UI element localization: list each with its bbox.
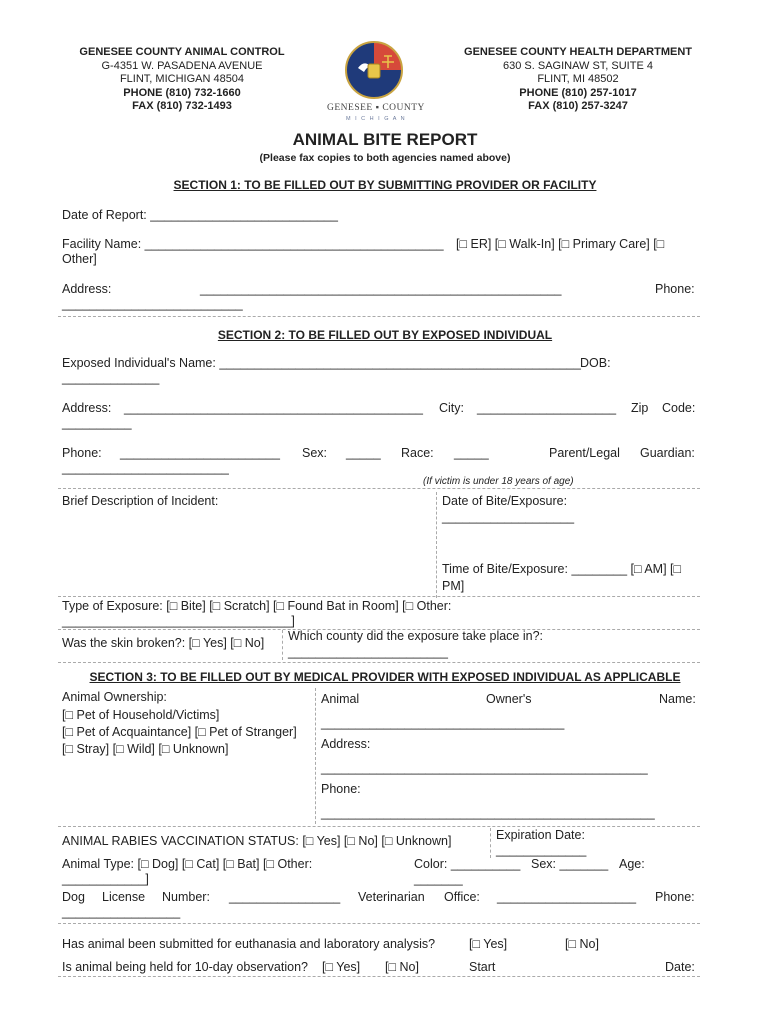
section-divider — [58, 826, 700, 827]
observation-yes-option[interactable]: [□ Yes] — [322, 960, 361, 974]
city-field[interactable]: ____________________ — [477, 401, 617, 415]
facility-address-label: Address: — [62, 282, 112, 296]
section-divider — [58, 976, 700, 977]
time-of-bite-field[interactable]: Time of Bite/Exposure: ________ [□ AM] [□ — [442, 562, 682, 576]
number-label: Number: — [162, 890, 210, 904]
owner-owners-label: Owner's — [486, 692, 532, 706]
animal-control-name: GENESEE COUNTY ANIMAL CONTROL — [79, 46, 285, 58]
incident-description-label: Brief Description of Incident: — [62, 494, 219, 508]
zip-field[interactable]: __________ — [62, 416, 132, 430]
column-divider — [490, 828, 491, 858]
animal-control-fax: FAX (810) 732-1493 — [132, 100, 232, 113]
facility-other-option[interactable]: Other] — [62, 252, 97, 266]
date-of-bite-label: Date of Bite/Exposure: — [442, 494, 568, 508]
owner-name-label: Name: — [659, 692, 696, 706]
dob-field[interactable]: ______________ — [62, 371, 160, 385]
race-label: Race: — [401, 446, 434, 460]
seal-icon — [322, 40, 426, 124]
facility-address-cont[interactable]: __________________________ — [62, 297, 243, 311]
section-divider — [58, 488, 700, 489]
guardian-label: Guardian: — [640, 446, 695, 460]
health-department-contact — [444, 46, 712, 114]
health-dept-name: GENESEE COUNTY HEALTH DEPARTMENT — [464, 46, 692, 58]
city-label: City: — [439, 401, 464, 415]
date-of-bite-field[interactable]: ___________________ — [442, 510, 575, 524]
owner-name-field[interactable]: ___________________________________ — [321, 716, 565, 730]
health-dept-fax: FAX (810) 257-3247 — [528, 100, 628, 113]
code-label: Code: — [662, 401, 696, 415]
expiration-date-field[interactable]: _____________ — [496, 843, 587, 857]
exposure-county-field[interactable]: _______________________ — [288, 645, 448, 659]
zip-label: Zip — [631, 401, 649, 415]
start-label: Start — [469, 960, 496, 974]
owner-address-field[interactable]: _______________________________________________ — [321, 761, 648, 775]
column-divider — [436, 492, 437, 598]
dob-label: DOB: — [580, 356, 611, 370]
section-divider — [58, 316, 700, 317]
dog-license-field[interactable]: ________________ — [229, 890, 341, 904]
ownership-option-household[interactable]: [□ Pet of Household/Victims] — [62, 708, 220, 722]
rabies-vaccination-options[interactable]: ANIMAL RABIES VACCINATION STATUS: [□ Yes] [□ No] [□ Unknown] — [62, 834, 452, 848]
animal-color-cont[interactable]: _______ — [414, 872, 463, 886]
skin-broken-options[interactable]: Was the skin broken?: [□ Yes] [□ No] — [62, 636, 265, 650]
date-of-report-field[interactable]: Date of Report: ___________________________ — [62, 208, 338, 222]
veterinarian-office-field[interactable]: ____________________ — [497, 890, 637, 904]
euthanasia-question: Has animal been submitted for euthanasia and laboratory analysis? — [62, 937, 436, 951]
health-dept-phone: PHONE (810) 257-1017 — [519, 86, 637, 99]
section1-heading: SECTION 1: TO BE FILLED OUT BY SUBMITTING PROVIDER OR FACILITY — [173, 178, 597, 192]
euthanasia-no-option[interactable]: [□ No] — [565, 937, 599, 951]
ownership-option-stray-wild-unknown[interactable]: [□ Stray] [□ Wild] [□ Unknown] — [62, 742, 229, 756]
facility-name-field[interactable]: Facility Name: ___________________________________________ — [62, 237, 444, 251]
dog-label: Dog — [62, 890, 85, 904]
section-divider — [58, 923, 700, 924]
section-divider — [58, 662, 700, 663]
exposed-address-label: Address: — [62, 401, 112, 415]
guardian-field[interactable]: ________________________ — [62, 461, 229, 475]
owner-address-label: Address: — [321, 737, 371, 751]
form-subtitle: (Please fax copies to both agencies named above) — [259, 152, 511, 164]
owner-phone-field[interactable]: ________________________________________________ — [321, 806, 655, 820]
owner-phone-label: Phone: — [321, 782, 361, 796]
svg-text:GENESEE ▪ COUNTY: GENESEE ▪ COUNTY — [327, 103, 425, 113]
vet-phone-label: Phone: — [655, 890, 695, 904]
animal-control-phone: PHONE (810) 732-1660 — [123, 86, 241, 99]
exposed-phone-label: Phone: — [62, 446, 102, 460]
observation-no-option[interactable]: [□ No] — [385, 960, 419, 974]
animal-type-options[interactable]: Animal Type: [□ Dog] [□ Cat] [□ Bat] [□ Other: — [62, 857, 313, 871]
expiration-date-label: Expiration Date: — [496, 828, 585, 842]
column-divider — [282, 630, 283, 660]
sex-label: Sex: — [302, 446, 328, 460]
minor-note: (If victim is under 18 years of age) — [423, 476, 574, 487]
facility-address-field[interactable]: ____________________________________________________ — [200, 282, 562, 296]
section-divider — [58, 596, 700, 597]
license-label: License — [102, 890, 146, 904]
animal-control-contact — [62, 46, 302, 114]
exposed-phone-field[interactable]: _______________________ — [120, 446, 280, 460]
svg-text:M I C H I G A N: M I C H I G A N — [346, 116, 407, 122]
column-divider — [315, 688, 316, 824]
exposed-address-field[interactable]: ___________________________________________ — [124, 401, 423, 415]
animal-type-other-field[interactable]: ____________] — [62, 872, 149, 886]
section2-heading: SECTION 2: TO BE FILLED OUT BY EXPOSED INDIVIDUAL — [217, 328, 553, 342]
animal-control-address2: FLINT, MICHIGAN 48504 — [119, 73, 245, 86]
facility-phone-label: Phone: — [655, 282, 695, 296]
euthanasia-yes-option[interactable]: [□ Yes] — [469, 937, 508, 951]
animal-sex-field[interactable]: Sex: _______ — [531, 857, 609, 871]
form-title: ANIMAL BITE REPORT — [292, 130, 478, 149]
section3-heading: SECTION 3: TO BE FILLED OUT BY MEDICAL PROVIDER WITH EXPOSED INDIVIDUAL AS APPLICABLE — [89, 670, 681, 684]
facility-type-options[interactable]: [□ ER] [□ Walk-In] [□ Primary Care] [□ — [456, 237, 665, 251]
health-dept-address1: 630 S. SAGINAW ST, SUITE 4 — [503, 59, 653, 72]
exposure-type-options[interactable]: Type of Exposure: [□ Bite] [□ Scratch] [□ Found Bat in Room] [□ Other: — [62, 599, 452, 613]
animal-color-field[interactable]: Color: __________ — [414, 857, 521, 871]
exposure-other-field[interactable]: _________________________________] — [62, 614, 295, 628]
observation-question: Is animal being held for 10-day observation? — [62, 960, 308, 974]
vet-phone-field[interactable]: _________________ — [62, 905, 181, 919]
exposure-county-label: Which county did the exposure take place in?: — [288, 629, 544, 643]
genesee-county-seal — [322, 40, 426, 124]
race-field[interactable]: _____ — [454, 446, 489, 460]
office-label: Office: — [444, 890, 480, 904]
animal-control-address1: G-4351 W. PASADENA AVENUE — [101, 59, 263, 72]
ownership-option-acquaintance-stranger[interactable]: [□ Pet of Acquaintance] [□ Pet of Stranger] — [62, 725, 297, 739]
sex-field[interactable]: _____ — [346, 446, 381, 460]
animal-age-label: Age: — [619, 857, 645, 871]
parent-legal-label: Parent/Legal — [549, 446, 620, 460]
veterinarian-label: Veterinarian — [358, 890, 425, 904]
animal-ownership-label: Animal Ownership: — [62, 690, 167, 704]
exposed-name-field[interactable]: Exposed Individual's Name: ____________________________________________________ — [62, 356, 581, 370]
start-date-label: Date: — [665, 960, 695, 974]
time-pm-option[interactable]: PM] — [442, 579, 465, 593]
health-dept-address2: FLINT, MI 48502 — [537, 73, 619, 86]
owner-animal-label: Animal — [321, 692, 360, 706]
